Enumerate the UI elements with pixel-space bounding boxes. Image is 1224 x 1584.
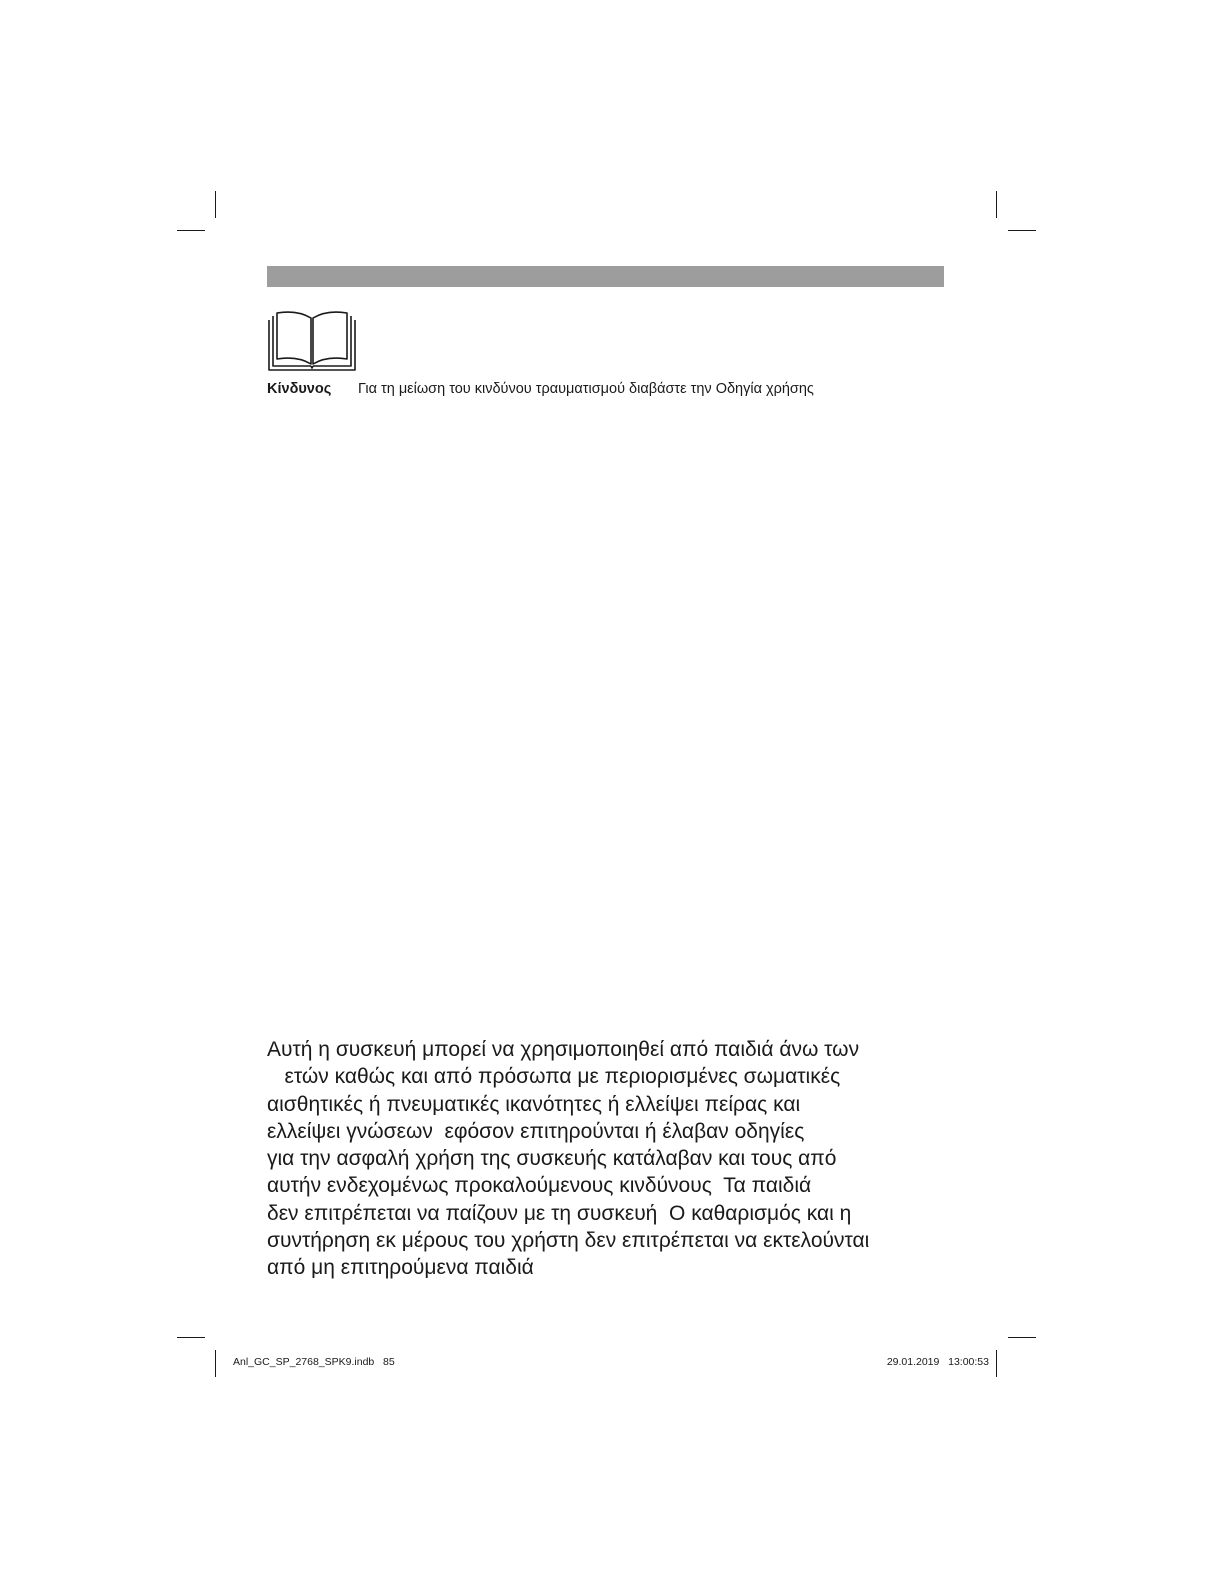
footer-file-info: Anl_GC_SP_2768_SPK9.indb 85 [233,1356,395,1368]
warning-label: Κίνδυνος [267,381,332,397]
paragraph-line: για την ασφαλή χρήση της συσκευής κατάλαβαν και τους από [267,1147,837,1171]
warning-text: Για τη μείωση του κινδύνου τραυματισμού διαβάστε την Οδηγία χρήσης [358,381,814,397]
crop-mark-top-right-horizontal [1008,230,1036,231]
crop-mark-bottom-right-vertical [996,1350,997,1377]
paragraph-line: ετών καθώς και από πρόσωπα με περιορισμένες σωματικές [267,1065,841,1089]
safety-paragraph [267,1036,957,1282]
paragraph-line: από μη επιτηρούμενα παιδιά [267,1256,534,1280]
paragraph-line: δεν επιτρέπεται να παίζουν με τη συσκευή Ο καθαρισμός και η [267,1201,852,1225]
read-manual-book-icon [267,310,357,372]
paragraph-line: αισθητικές ή πνευματικές ικανότητες ή ελλείψει πείρας και [267,1092,801,1116]
paragraph-line: συντήρηση εκ μέρους του χρήστη δεν επιτρέπεται να εκτελούνται [267,1229,870,1253]
warning-row [267,379,944,399]
crop-mark-bottom-left-vertical [215,1350,216,1377]
footer-timestamp: 29.01.2019 13:00:53 [886,1356,989,1368]
crop-mark-bottom-left-horizontal [177,1337,205,1338]
crop-mark-bottom-right-horizontal [1008,1337,1036,1338]
paragraph-line: αυτήν ενδεχομένως προκαλούμενους κινδύνους Τα παιδιά [267,1174,812,1198]
crop-mark-top-right-vertical [996,191,997,218]
header-bar [267,266,944,287]
paragraph-line: Αυτή η συσκευή μπορεί να χρησιμοποιηθεί από παιδιά άνω των [267,1038,860,1061]
crop-mark-top-left-horizontal [177,230,205,231]
crop-mark-top-left-vertical [215,191,216,218]
paragraph-line: ελλείψει γνώσεων εφόσον επιτηρούνται ή έλαβαν οδηγίες [267,1119,805,1143]
